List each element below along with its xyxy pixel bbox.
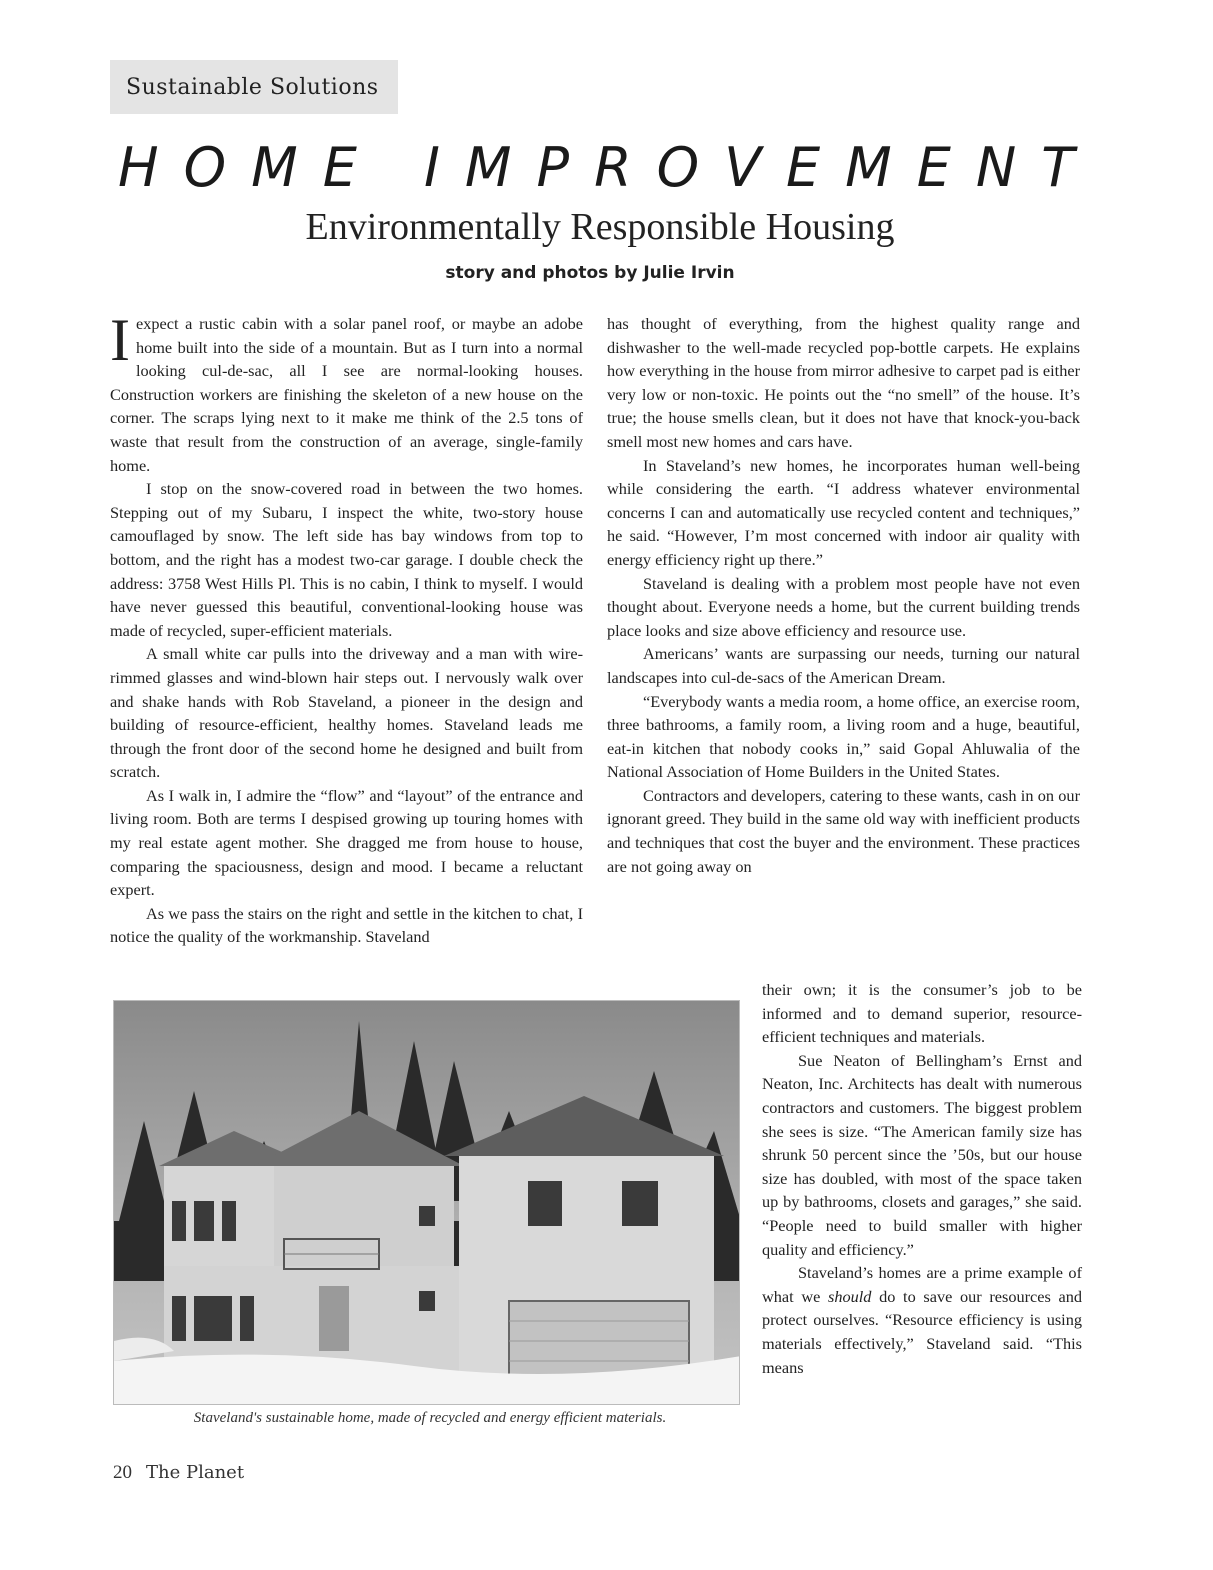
paragraph: “Everybody wants a media room, a home office, an exercise room, three bathrooms, a family room, a living room and a huge, beautiful, eat-in kitchen that nobody cooks in,” said Gopal Ahluwalia of the National Association of Home Builders in the United States. xyxy=(607,691,1080,782)
paragraph: In Staveland’s new homes, he incorporates human well-being while considering the earth. “I address whatever environmental concerns I can and automatically use recycled content and techniques,” he said. “However, I’m most concerned with indoor air quality with energy efficiency right up there.” xyxy=(607,455,1080,569)
page-footer xyxy=(113,1462,244,1484)
paragraph-text: do to save our resources and protect ourselves. “Resource efficiency is using materials effectively,” Staveland said. “This means xyxy=(762,1286,1083,1377)
byline: story and photos by Julie Irvin xyxy=(445,263,735,283)
paragraph-text: expect a rustic cabin with a solar panel roof, or maybe an adobe home built into the side of a mountain. But as I turn into a normal looking cul-de-sac, all I see are normal-looking houses. Construction workers are finishing the skeleton of a new house on the corner. The scraps lying next to it make me think of the 2.5 tons of waste that result from the construction of an average, single-family home. xyxy=(110,314,583,475)
paragraph: Americans’ wants are surpassing our needs, turning our natural landscapes into cul-de-sacs of the American Dream. xyxy=(607,644,1080,687)
narrow-column xyxy=(762,978,1082,1379)
paragraph: I stop on the snow-covered road in between the two homes. Stepping out of my Subaru, I inspect the white, two-story house camouflaged by snow. The left side has bay windows from top to bottom, and the right has a modest two-car garage. I double check the address: 3758 West Hills Pl. This is no cabin, I think to myself. I would have never guessed this beautiful, conventional-looking house was made of recycled, super-efficient materials. xyxy=(110,479,583,640)
house-photo xyxy=(113,1000,740,1405)
emphasis: should xyxy=(827,1286,872,1306)
paragraph xyxy=(110,307,583,477)
magazine-name: The Planet xyxy=(146,1462,245,1483)
page-number: 20 xyxy=(113,1462,132,1483)
paragraph: Contractors and developers, catering to these wants, cash in on our ignorant greed. They build in the same old way with inefficient products and techniques that cost the buyer and the environment. These practices are not going away on xyxy=(607,785,1080,876)
paragraph: has thought of everything, from the highest quality range and dishwasher to the well-made recycled pop-bottle carpets. He explains how everything in the house from mirror adhesive to carpet pad is either very low or non-toxic. He points out the “no smell” of the house. It’s true; the house smells clean, but it does not have that knock-you-back smell most new homes and cars have. xyxy=(607,314,1080,451)
right-column xyxy=(607,312,1080,878)
drop-cap: I xyxy=(110,307,130,373)
paragraph-text: Staveland’s homes are a prime example of what we xyxy=(762,1263,1082,1306)
paragraph: their own; it is the consumer’s job to be informed and to demand superior, resource-efficient techniques and materials. xyxy=(762,980,1082,1047)
paragraph: Sue Neaton of Bellingham’s Ernst and Neaton, Inc. Architects has dealt with numerous contractors and customers. The biggest problem she sees is size. “The American family size has shrunk 50 percent since the ’50s, but our house size has doubled, with most of the space taken up by bathrooms, closets and garages,” she said. “People need to build smaller with higher quality and efficiency.” xyxy=(762,1050,1082,1259)
paragraph xyxy=(762,1261,1082,1379)
paragraph: A small white car pulls into the driveway and a man with wire-rimmed glasses and wind-blown hair steps out. I nervously walk over and shake hands with Rob Staveland, a pioneer in the design and building of resource-efficient, healthy homes. Staveland leads me through the front door of the second home he designed and built from scratch. xyxy=(110,644,583,782)
photo-caption: Staveland's sustainable home, made of recycled and energy efficient materials. xyxy=(193,1410,667,1426)
subhead: Environmentally Responsible Housing xyxy=(305,206,895,248)
paragraph: As we pass the stairs on the right and settle in the kitchen to chat, I notice the quality of the workmanship. Staveland xyxy=(110,903,583,947)
left-column xyxy=(110,307,583,949)
paragraph: As I walk in, I admire the “flow” and “layout” of the entrance and living room. Both are terms I despised growing up touring homes with my real estate agent mother. She dragged me from house to house, comparing the spaciousness, design and mood. I became a reluctant expert. xyxy=(110,785,583,900)
paragraph: Staveland is dealing with a problem most people have not even thought about. Everyone needs a home, but the current building trends place looks and size above efficiency and resource use. xyxy=(607,573,1080,640)
section-label: Sustainable Solutions xyxy=(110,60,398,114)
headline: HOME IMPROVEMENT xyxy=(118,136,1100,199)
